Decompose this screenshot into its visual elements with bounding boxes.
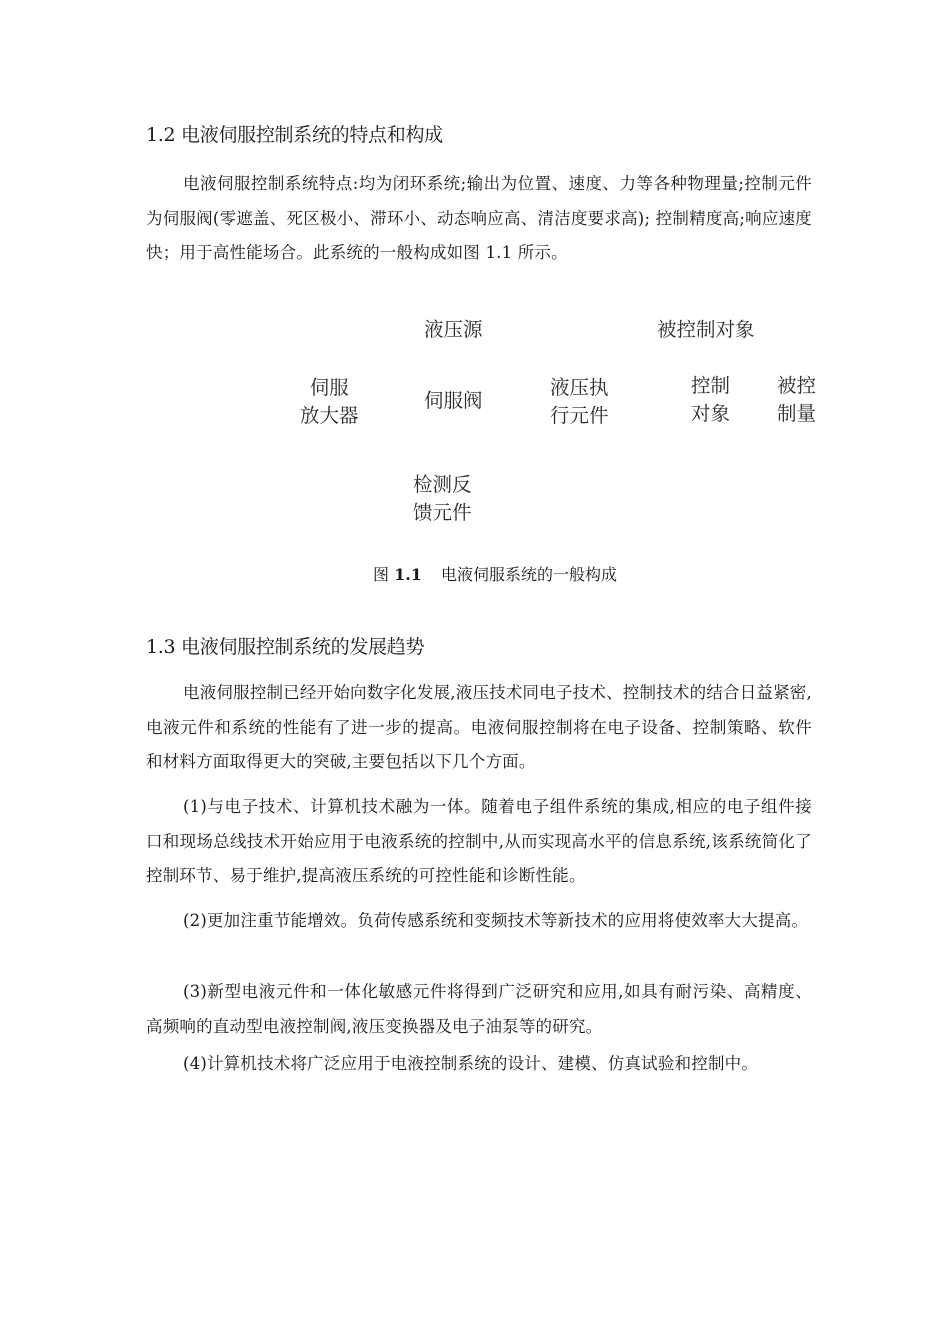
- section-heading-1-2: 1.2 电液伺服控制系统的特点和构成: [146, 124, 443, 146]
- caption-text: 电液伺服系统的一般构成: [441, 565, 618, 584]
- label-control-object: 控制 对象: [691, 374, 731, 425]
- label-hydraulic-actuator: 液压执 行元件: [550, 376, 609, 427]
- label-hydraulic-source: 液压源: [424, 318, 483, 341]
- label-servo-valve: 伺服阀: [424, 389, 483, 412]
- paragraph-trend-2: (2)更加注重节能增效。负荷传感系统和变频技术等新技术的应用将使效率大大提高。: [183, 911, 809, 930]
- paragraph-trend-3: (3)新型电液元件和一体化敏感元件将得到广泛研究和应用,如具有耐污染、高精度、高频响的直动型电液控制阀,液压变换器及电子油泵等的研究。: [146, 982, 812, 1036]
- section-heading-1-3: 1.3 电液伺服控制系统的发展趋势: [146, 636, 425, 658]
- figure-caption: [0, 562, 950, 585]
- caption-prefix: 图: [372, 565, 389, 584]
- label-feedback-element: 检测反 馈元件: [413, 473, 472, 524]
- paragraph-trend-intro: 电液伺服控制已经开始向数字化发展,液压技术同电子技术、控制技术的结合日益紧密,电液元件和系统的性能有了进一步的提高。电液伺服控制将在电子设备、控制策略、软件和材料方面取得更大的突破,主要包括以下几个方面。: [146, 683, 812, 771]
- caption-number: 1.1: [394, 565, 422, 584]
- paragraph-trend-1: (1)与电子技术、计算机技术融为一体。随着电子组件系统的集成,相应的电子组件接口和现场总线技术开始应用于电液系统的控制中,从而实现高水平的信息系统,该系统简化了控制环节、易于维护,提高液压系统的可控性能和诊断性能。: [146, 797, 812, 885]
- label-controlled-object-top: 被控制对象: [657, 318, 755, 341]
- paragraph-features: 电液伺服控制系统特点:均为闭环系统;输出为位置、速度、力等各种物理量;控制元件为伺服阀(零遮盖、死区极小、滞环小、动态响应高、清洁度要求高); 控制精度高;响应速度快；用于高性能场合。此系统的一般构成如图 1.1 所示。: [146, 174, 812, 262]
- label-servo-amplifier: 伺服 放大器: [300, 376, 359, 427]
- label-controlled-quantity: 被控 制量: [777, 374, 817, 425]
- paragraph-trend-4: (4)计算机技术将广泛应用于电液控制系统的设计、建模、仿真试验和控制中。: [183, 1054, 759, 1073]
